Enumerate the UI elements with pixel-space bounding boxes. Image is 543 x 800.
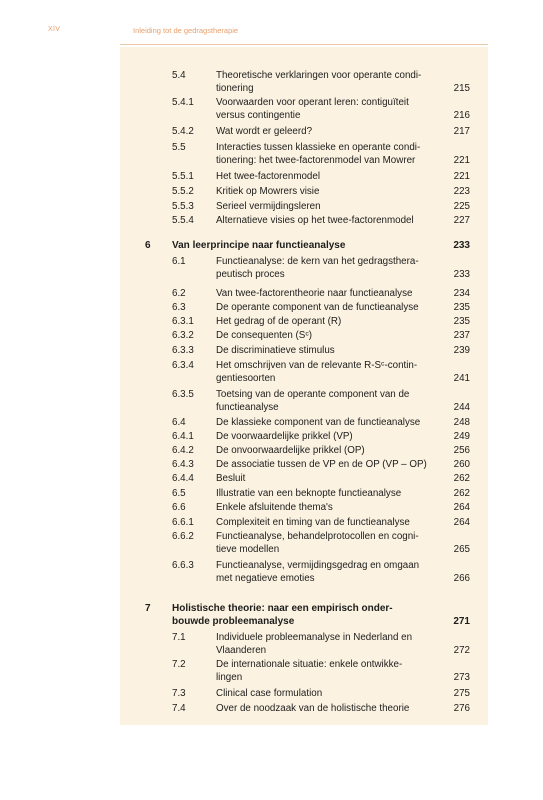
entry-title-line: Interacties tussen klassieke en operante condi- bbox=[216, 142, 421, 153]
entry-title bbox=[216, 126, 436, 139]
entry-title-line: Functieanalyse, vermijdingsgedrag en omgaan bbox=[216, 560, 420, 571]
entry-title-line: Besluit bbox=[216, 473, 246, 484]
entry-title bbox=[216, 488, 436, 501]
entry-title bbox=[216, 288, 436, 301]
entry-title bbox=[216, 201, 436, 214]
entry-title bbox=[172, 603, 437, 628]
entry-title bbox=[216, 517, 436, 530]
entry-title-line: Individuele probleemanalyse in Nederland en bbox=[216, 632, 413, 643]
entry-title-line: Het twee-factorenmodel bbox=[216, 171, 321, 182]
page-ref: 266 bbox=[453, 572, 470, 584]
entry-title-line: Wat wordt er geleerd? bbox=[216, 126, 313, 137]
entry-title bbox=[216, 345, 436, 358]
page-number: XIV bbox=[48, 26, 61, 33]
page-ref: 272 bbox=[453, 644, 470, 656]
section-number: 6.6 bbox=[172, 502, 186, 513]
entry-title bbox=[216, 256, 436, 281]
entry-title bbox=[216, 659, 436, 684]
entry-title-line: tionering bbox=[216, 82, 254, 94]
section-number: 6.4.4 bbox=[172, 473, 194, 484]
entry-title-line: Functieanalyse: de kern van het gedragsthera- bbox=[216, 256, 419, 267]
entry-title-line: Kritiek op Mowrers visie bbox=[216, 186, 320, 197]
entry-title bbox=[216, 688, 436, 701]
section-number: 6.4.1 bbox=[172, 431, 194, 442]
entry-title bbox=[216, 531, 436, 556]
entry-title-line: Alternatieve visies op het twee-factorenmodel bbox=[216, 215, 414, 226]
entry-title bbox=[216, 316, 436, 329]
page-ref: 216 bbox=[453, 109, 470, 121]
entry-title-line: peutisch proces bbox=[216, 268, 285, 280]
page-ref: 264 bbox=[453, 502, 470, 513]
entry-title bbox=[216, 389, 436, 414]
entry-title bbox=[216, 473, 436, 486]
section-number: 6.4.2 bbox=[172, 445, 194, 456]
page-ref: 273 bbox=[453, 671, 470, 683]
entry-title bbox=[216, 186, 436, 199]
header-rule bbox=[120, 44, 488, 45]
section-number: 6.6.3 bbox=[172, 560, 194, 571]
entry-title bbox=[216, 632, 436, 657]
entry-title-line: De voorwaardelijke prikkel (VP) bbox=[216, 431, 353, 442]
page-ref: 244 bbox=[453, 401, 470, 413]
entry-title-line: tionering: het twee-factorenmodel van Mowrer bbox=[216, 154, 416, 166]
entry-title bbox=[216, 417, 436, 430]
page-ref: 235 bbox=[453, 302, 470, 313]
section-number: 6.6.2 bbox=[172, 531, 194, 542]
entry-title-line: versus contingentie bbox=[216, 109, 301, 121]
entry-title bbox=[216, 142, 436, 167]
entry-title-line: Theoretische verklaringen voor operante condi- bbox=[216, 70, 422, 81]
section-number: 5.5.2 bbox=[172, 186, 194, 197]
entry-title bbox=[216, 330, 436, 343]
entry-title-line: De internationale situatie: enkele ontwikke- bbox=[216, 659, 403, 670]
entry-title-line: De consequenten (Sᶜ) bbox=[216, 330, 313, 341]
page-ref: 256 bbox=[453, 445, 470, 456]
page-ref: 265 bbox=[453, 543, 470, 555]
page-ref: 276 bbox=[453, 703, 470, 714]
section-number: 6.3.2 bbox=[172, 330, 194, 341]
section-number: 6.4 bbox=[172, 417, 186, 428]
section-number: 6.5 bbox=[172, 488, 186, 499]
section-number: 5.5.1 bbox=[172, 171, 194, 182]
entry-title-line: bouwde probleemanalyse bbox=[172, 615, 295, 627]
chapter-number: 7 bbox=[145, 603, 151, 614]
entry-title bbox=[216, 302, 436, 315]
entry-title-line: Het omschrijven van de relevante R-Sᶜ-contin- bbox=[216, 360, 418, 371]
chapter-number: 6 bbox=[145, 240, 151, 251]
page-ref: 215 bbox=[453, 82, 470, 94]
entry-title-line: Clinical case formulation bbox=[216, 688, 323, 699]
section-number: 7.2 bbox=[172, 659, 186, 670]
entry-title-line: tieve modellen bbox=[216, 543, 280, 555]
entry-title-line: gentiesoorten bbox=[216, 372, 276, 384]
entry-title bbox=[216, 215, 436, 228]
page-ref: 275 bbox=[453, 688, 470, 699]
section-number: 6.3.1 bbox=[172, 316, 194, 327]
entry-title-line: Voorwaarden voor operant leren: contiguïteit bbox=[216, 97, 409, 108]
section-number: 6.3.5 bbox=[172, 389, 194, 400]
entry-title bbox=[216, 502, 436, 515]
entry-title bbox=[172, 240, 437, 253]
page-ref: 237 bbox=[453, 330, 470, 341]
entry-title-line: functieanalyse bbox=[216, 401, 279, 413]
section-number: 5.5.3 bbox=[172, 201, 194, 212]
entry-title bbox=[216, 445, 436, 458]
entry-title-line: De discriminatieve stimulus bbox=[216, 345, 335, 356]
page-ref: 233 bbox=[453, 240, 470, 251]
page-ref: 221 bbox=[453, 154, 470, 166]
section-number: 5.5 bbox=[172, 142, 186, 153]
entry-title-line: Over de noodzaak van de holistische theorie bbox=[216, 703, 410, 714]
page-ref: 241 bbox=[453, 372, 470, 384]
entry-title-line: De operante component van de functieanalyse bbox=[216, 302, 419, 313]
page-ref: 221 bbox=[453, 171, 470, 182]
entry-title-line: Enkele afsluitende thema's bbox=[216, 502, 333, 513]
entry-title-line: De onvoorwaardelijke prikkel (OP) bbox=[216, 445, 365, 456]
page-ref: 239 bbox=[453, 345, 470, 356]
entry-title bbox=[216, 97, 436, 122]
page-ref: 249 bbox=[453, 431, 470, 442]
entry-title-line: Complexiteit en timing van de functieanalyse bbox=[216, 517, 410, 528]
section-number: 7.1 bbox=[172, 632, 186, 643]
page-ref: 248 bbox=[453, 417, 470, 428]
running-header-title: Inleiding tot de gedragstherapie bbox=[133, 26, 239, 35]
section-number: 7.4 bbox=[172, 703, 186, 714]
page-ref: 225 bbox=[453, 201, 470, 212]
entry-title-line: Van leerprincipe naar functieanalyse bbox=[172, 240, 346, 251]
section-number: 5.4.2 bbox=[172, 126, 194, 137]
page-ref: 223 bbox=[453, 186, 470, 197]
entry-title bbox=[216, 171, 436, 184]
page-ref: 234 bbox=[453, 288, 470, 299]
section-number: 6.2 bbox=[172, 288, 186, 299]
page-ref: 271 bbox=[453, 615, 470, 627]
entry-title-line: Het gedrag of de operant (R) bbox=[216, 316, 342, 327]
page-ref: 217 bbox=[453, 126, 470, 137]
entry-title bbox=[216, 70, 436, 95]
section-number: 5.4 bbox=[172, 70, 186, 81]
entry-title-line: Holistische theorie: naar een empirisch onder- bbox=[172, 603, 393, 614]
entry-title bbox=[216, 431, 436, 444]
entry-title-line: Functieanalyse, behandelprotocollen en cogni- bbox=[216, 531, 419, 542]
page-ref: 262 bbox=[453, 473, 470, 484]
entry-title-line: Vlaanderen bbox=[216, 644, 267, 656]
page-ref: 262 bbox=[453, 488, 470, 499]
entry-title-line: met negatieve emoties bbox=[216, 572, 315, 584]
entry-title-line: Toetsing van de operante component van de bbox=[216, 389, 410, 400]
section-number: 5.4.1 bbox=[172, 97, 194, 108]
entry-title-line: Van twee-factorentheorie naar functieanalyse bbox=[216, 288, 413, 299]
entry-title-line: Illustratie van een beknopte functieanalyse bbox=[216, 488, 402, 499]
entry-title-line: De associatie tussen de VP en de OP (VP – OP) bbox=[216, 459, 427, 470]
page-ref: 227 bbox=[453, 215, 470, 226]
page-ref: 264 bbox=[453, 517, 470, 528]
section-number: 7.3 bbox=[172, 688, 186, 699]
section-number: 6.1 bbox=[172, 256, 186, 267]
entry-title-line: lingen bbox=[216, 671, 243, 683]
section-number: 6.3.4 bbox=[172, 360, 194, 371]
section-number: 6.6.1 bbox=[172, 517, 194, 528]
entry-title bbox=[216, 360, 436, 385]
entry-title bbox=[216, 459, 436, 472]
section-number: 6.4.3 bbox=[172, 459, 194, 470]
entry-title bbox=[216, 560, 436, 585]
section-number: 6.3.3 bbox=[172, 345, 194, 356]
entry-title-line: Serieel vermijdingsleren bbox=[216, 201, 321, 212]
entry-title bbox=[216, 703, 436, 716]
page-ref: 260 bbox=[453, 459, 470, 470]
entry-title-line: De klassieke component van de functieanalyse bbox=[216, 417, 421, 428]
page-ref: 235 bbox=[453, 316, 470, 327]
section-number: 6.3 bbox=[172, 302, 186, 313]
section-number: 5.5.4 bbox=[172, 215, 194, 226]
page-ref: 233 bbox=[453, 268, 470, 280]
